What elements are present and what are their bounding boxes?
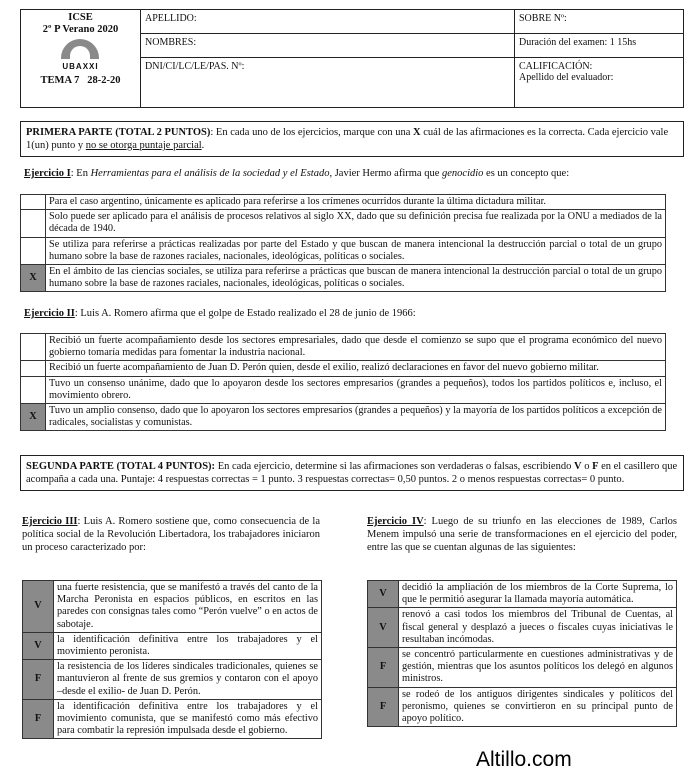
option-row — [23, 581, 322, 633]
option-row — [21, 334, 666, 361]
exam-header — [20, 9, 684, 108]
answer-box[interactable] — [21, 334, 46, 361]
option-text: Tuvo un consenso unánime, dado que lo apoyaron desde los sectores empresarios (grandes a pequeños), todos los partidos políticos e, incluso, el movimiento obrero. — [46, 376, 666, 403]
ex2-prompt: Ejercicio II: Luis A. Romero afirma que el golpe de Estado realizado el 28 de junio de 1966: — [24, 308, 416, 319]
option-text: la identificación definitiva entre los trabajadores y el movimiento comunista, que se manifestó como más efectivo para combatir la represión impulsada desde el gobierno. — [54, 699, 322, 739]
option-row — [21, 376, 666, 403]
ex3-options — [22, 580, 322, 739]
answer-box[interactable]: X — [21, 404, 46, 431]
option-text: la identificación definitiva entre los trabajadores y el movimiento peronista. — [54, 632, 322, 659]
apellido-field[interactable]: APELLIDO: — [141, 10, 515, 34]
answer-box[interactable]: F — [23, 660, 54, 700]
option-row — [368, 608, 677, 648]
calificacion-field: CALIFICACIÓN: Apellido del evaluador: — [515, 58, 684, 108]
option-text: Tuvo un amplio consenso, dado que lo apoyaron los sectores empresarios (grandes a pequeños) y la mayoría de los partidos políticos a excepción de radicales, socialistas y comunistas. — [46, 404, 666, 431]
ex4-prompt: Ejercicio IV: Luego de su triunfo en las elecciones de 1989, Carlos Menem impulsó una serie de transformaciones en el ejercicio del poder, entre las que se cuentan algunas de las siguientes: — [367, 516, 678, 553]
uba-logo-icon — [61, 39, 101, 61]
option-text: Recibió un fuerte acompañamiento desde los sectores empresariales, dado que desde el comienzo se supo que el programa económico del nuevo gobierno tomaría medidas para fomentar la industria nacional. — [46, 334, 666, 361]
option-text: decidió la ampliación de los miembros de la Corte Suprema, lo que le permitió asegurar la llamada mayoría automática. — [399, 581, 677, 608]
option-row — [21, 361, 666, 376]
answer-box[interactable]: F — [368, 648, 399, 688]
option-row — [21, 404, 666, 431]
ex3-prompt: Ejercicio III: Luis A. Romero sostiene que, como consecuencia de la política social de la Revolución Libertadora, los trabajadores iniciaron un proceso caracterizado por: — [22, 516, 321, 553]
part2-instructions: SEGUNDA PARTE (TOTAL 4 PUNTOS): En cada ejercicio, determine si las afirmaciones son verdaderas o falsas, escribiendo V o F en el casillero que acompaña a cada una. Puntaje: 4 respuestas correctas = 1 punto. 3 respuestas correctas= 0,50 puntos. 2 o menos respuestas correctas= 0 punto. — [20, 455, 684, 491]
tema-label: TEMA 7 28-2-20 — [40, 75, 121, 86]
option-row — [368, 581, 677, 608]
answer-box[interactable] — [21, 361, 46, 376]
option-row — [23, 699, 322, 739]
answer-box[interactable] — [21, 237, 46, 264]
option-text: una fuerte resistencia, que se manifestó a través del canto de la Marcha Peronista en espacios públicos, en escritos en las paredes con consignas tales como “Perón vuelve” o en actos de sabotaje. — [54, 581, 322, 633]
option-text: Solo puede ser aplicado para el análisis de procesos relativos al siglo XX, dado que su definición precisa fue realizada por la ONU a mediados de la década de 1940. — [46, 210, 666, 237]
option-text: Recibió un fuerte acompañamiento de Juan D. Perón quien, desde el exilio, realizó declaraciones en favor del nuevo gobierno militar. — [46, 361, 666, 376]
watermark: Altillo.com — [476, 748, 572, 771]
ex2-options — [20, 333, 666, 431]
option-text: la resistencia de los líderes sindicales tradicionales, quienes se mantuvieron al frente de sus gremios y contaron con el apoyo –desde el exilio- de Juan D. Perón. — [54, 660, 322, 700]
ex4-options — [367, 580, 677, 727]
dni-field[interactable]: DNI/CI/LC/LE/PAS. Nº: — [141, 58, 515, 108]
answer-box[interactable] — [21, 376, 46, 403]
option-row — [368, 648, 677, 688]
answer-box[interactable]: V — [368, 581, 399, 608]
option-text: Para el caso argentino, únicamente es aplicado para referirse a los crímenes ocurridos durante la última dictadura militar. — [46, 195, 666, 210]
answer-box[interactable] — [21, 195, 46, 210]
option-row — [21, 195, 666, 210]
option-text: se rodeó de los antiguos dirigentes sindicales y políticos del peronismo, quienes se convirtieron en su principal punto de apoyo político. — [399, 687, 677, 727]
option-text: Se utiliza para referirse a prácticas realizadas por parte del Estado y que buscan de manera intencional la destrucción parcial o total de un grupo humano sobre la base de razones raciales, nacionales, ideológicas, políticas o sociales. — [46, 237, 666, 264]
answer-box[interactable]: X — [21, 265, 46, 292]
option-text: se concentró particularmente en cuestiones administrativas y de gestión, mientras que los asuntos políticos los delegó en algunos ministros. — [399, 648, 677, 688]
duracion-label: Duración del examen: 1 15hs — [515, 34, 684, 58]
option-row — [23, 632, 322, 659]
answer-box[interactable]: V — [23, 581, 54, 633]
option-row — [21, 237, 666, 264]
option-row — [21, 265, 666, 292]
option-row — [23, 660, 322, 700]
answer-box[interactable]: V — [368, 608, 399, 648]
option-text: En el ámbito de las ciencias sociales, se utiliza para referirse a prácticas que buscan de manera intencional la destrucción parcial o total de un grupo humano sobre la base de razones raciales, nacionales, ideológicas, políticas o sociales. — [46, 265, 666, 292]
sobre-field[interactable]: SOBRE Nº: — [515, 10, 684, 34]
ex1-prompt: Ejercicio I: En Herramientas para el análisis de la sociedad y el Estado, Javier Hermo afirma que genocidio es un concepto que: — [24, 168, 570, 179]
nombres-field[interactable]: NOMBRES: — [141, 34, 515, 58]
logo-block — [21, 10, 141, 108]
answer-box[interactable]: F — [368, 687, 399, 727]
ex1-options — [20, 194, 666, 292]
answer-box[interactable]: V — [23, 632, 54, 659]
option-row — [368, 687, 677, 727]
logo-text: UBAXXI — [62, 62, 99, 71]
institution: ICSE — [68, 12, 93, 23]
answer-box[interactable]: F — [23, 699, 54, 739]
option-text: renovó a casi todos los miembros del Tribunal de Cuentas, al fiscal general y desplazó a jueces o fiscales cuyas iniciativas le resultaban incómodas. — [399, 608, 677, 648]
answer-box[interactable] — [21, 210, 46, 237]
part1-instructions: PRIMERA PARTE (TOTAL 2 PUNTOS): En cada uno de los ejercicios, marque con una X cuál de las afirmaciones es la correcta. Cada ejercicio vale 1(un) punto y no se otorga puntaje parcial. — [20, 121, 684, 157]
term: 2º P Verano 2020 — [42, 24, 119, 35]
option-row — [21, 210, 666, 237]
